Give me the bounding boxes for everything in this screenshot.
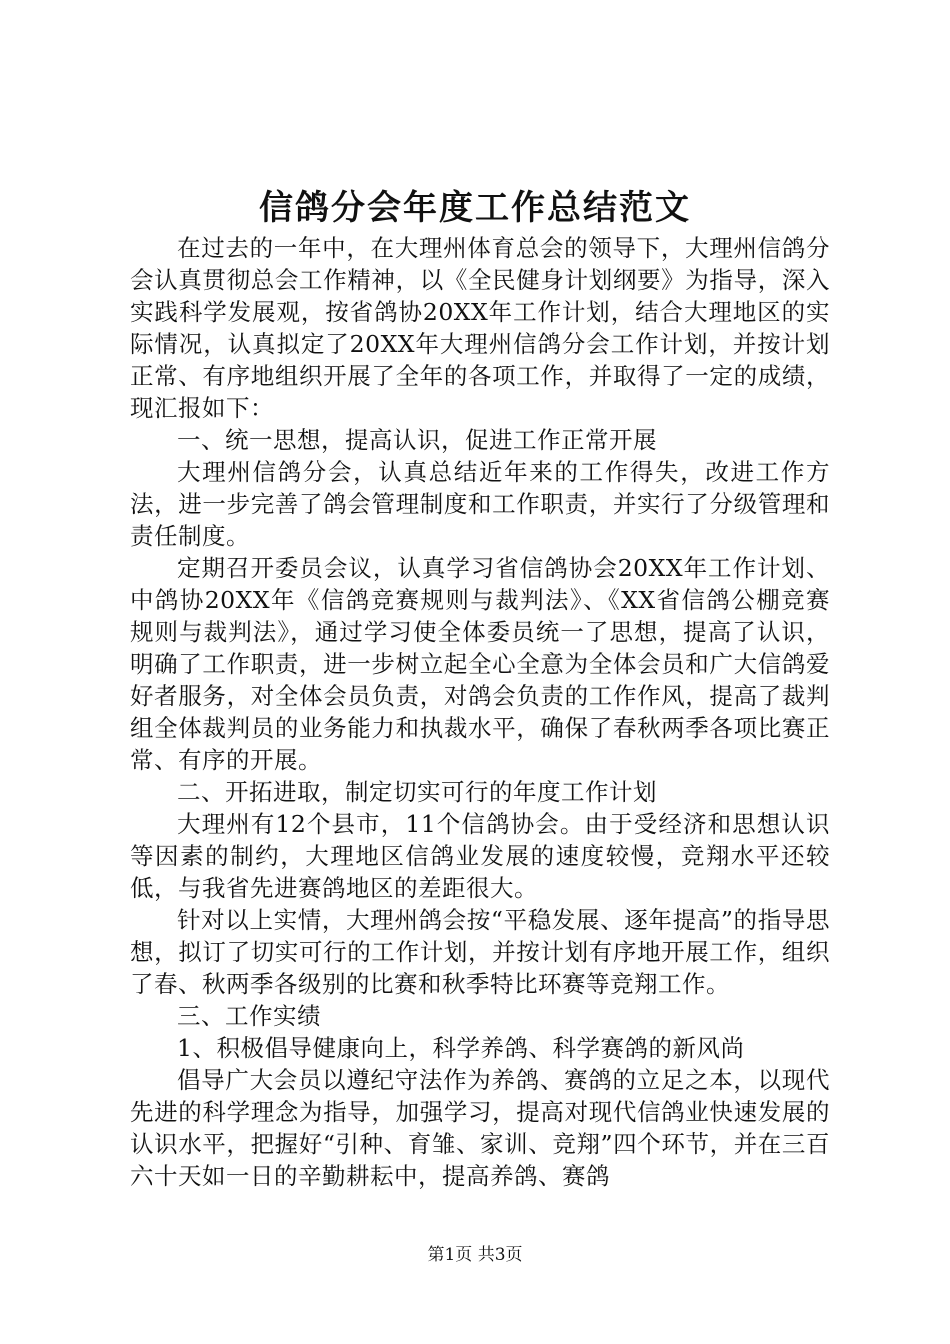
paragraph: 大理州信鸽分会，认真总结近年来的工作得失，改进工作方法，进一步完善了鸽会管理制度和工作职责，并实行了分级管理和责任制度。 <box>130 458 830 550</box>
page-footer: 第1页 共3页 <box>427 1245 523 1265</box>
paragraph: 大理州有12个县市，11个信鸽协会。由于受经济和思想认识等因素的制约，大理地区信鸽业发展的速度较慢，竞翔水平还较低，与我省先进赛鸽地区的差距很大。 <box>130 810 830 902</box>
document-title: 信鸽分会年度工作总结范文 <box>259 188 691 228</box>
document-body <box>130 232 830 1192</box>
section-heading: 一、统一思想，提高认识，促进工作正常开展 <box>177 426 657 454</box>
subsection-heading: 1、积极倡导健康向上，科学养鸽、科学赛鸽的新风尚 <box>177 1034 745 1062</box>
paragraph: 定期召开委员会议，认真学习省信鸽协会20XX年工作计划、中鸽协20XX年《信鸽竞赛规则与裁判法》、《XX省信鸽公棚竞赛规则与裁判法》，通过学习使全体委员统一了思想，提高了认识，明确了工作职责，进一步树立起全心全意为全体会员和广大信鸽爱好者服务，对全体会员负责，对鸽会负责的工作作风，提高了裁判组全体裁判员的业务能力和执裁水平，确保了春秋两季各项比赛正常、有序的开展。 <box>130 554 830 774</box>
paragraph: 针对以上实情，大理州鸽会按“平稳发展、逐年提高”的指导思想，拟订了切实可行的工作计划，并按计划有序地开展工作，组织了春、秋两季各级别的比赛和秋季特比环赛等竞翔工作。 <box>130 906 830 998</box>
paragraph: 倡导广大会员以遵纪守法作为养鸽、赛鸽的立足之本，以现代先进的科学理念为指导，加强学习，提高对现代信鸽业快速发展的认识水平，把握好“引种、育雏、家训、竞翔”四个环节，并在三百六十天如一日的辛勤耕耘中，提高养鸽、赛鸽 <box>130 1066 830 1190</box>
section-heading: 三、工作实绩 <box>177 1002 321 1030</box>
section-heading: 二、开拓进取，制定切实可行的年度工作计划 <box>177 778 657 806</box>
paragraph: 在过去的一年中，在大理州体育总会的领导下，大理州信鸽分会认真贯彻总会工作精神，以《全民健身计划纲要》为指导，深入实践科学发展观，按省鸽协20XX年工作计划，结合大理地区的实际情况，认真拟定了20XX年大理州信鸽分会工作计划，并按计划正常、有序地组织开展了全年的各项工作，并取得了一定的成绩，现汇报如下： <box>130 234 830 422</box>
